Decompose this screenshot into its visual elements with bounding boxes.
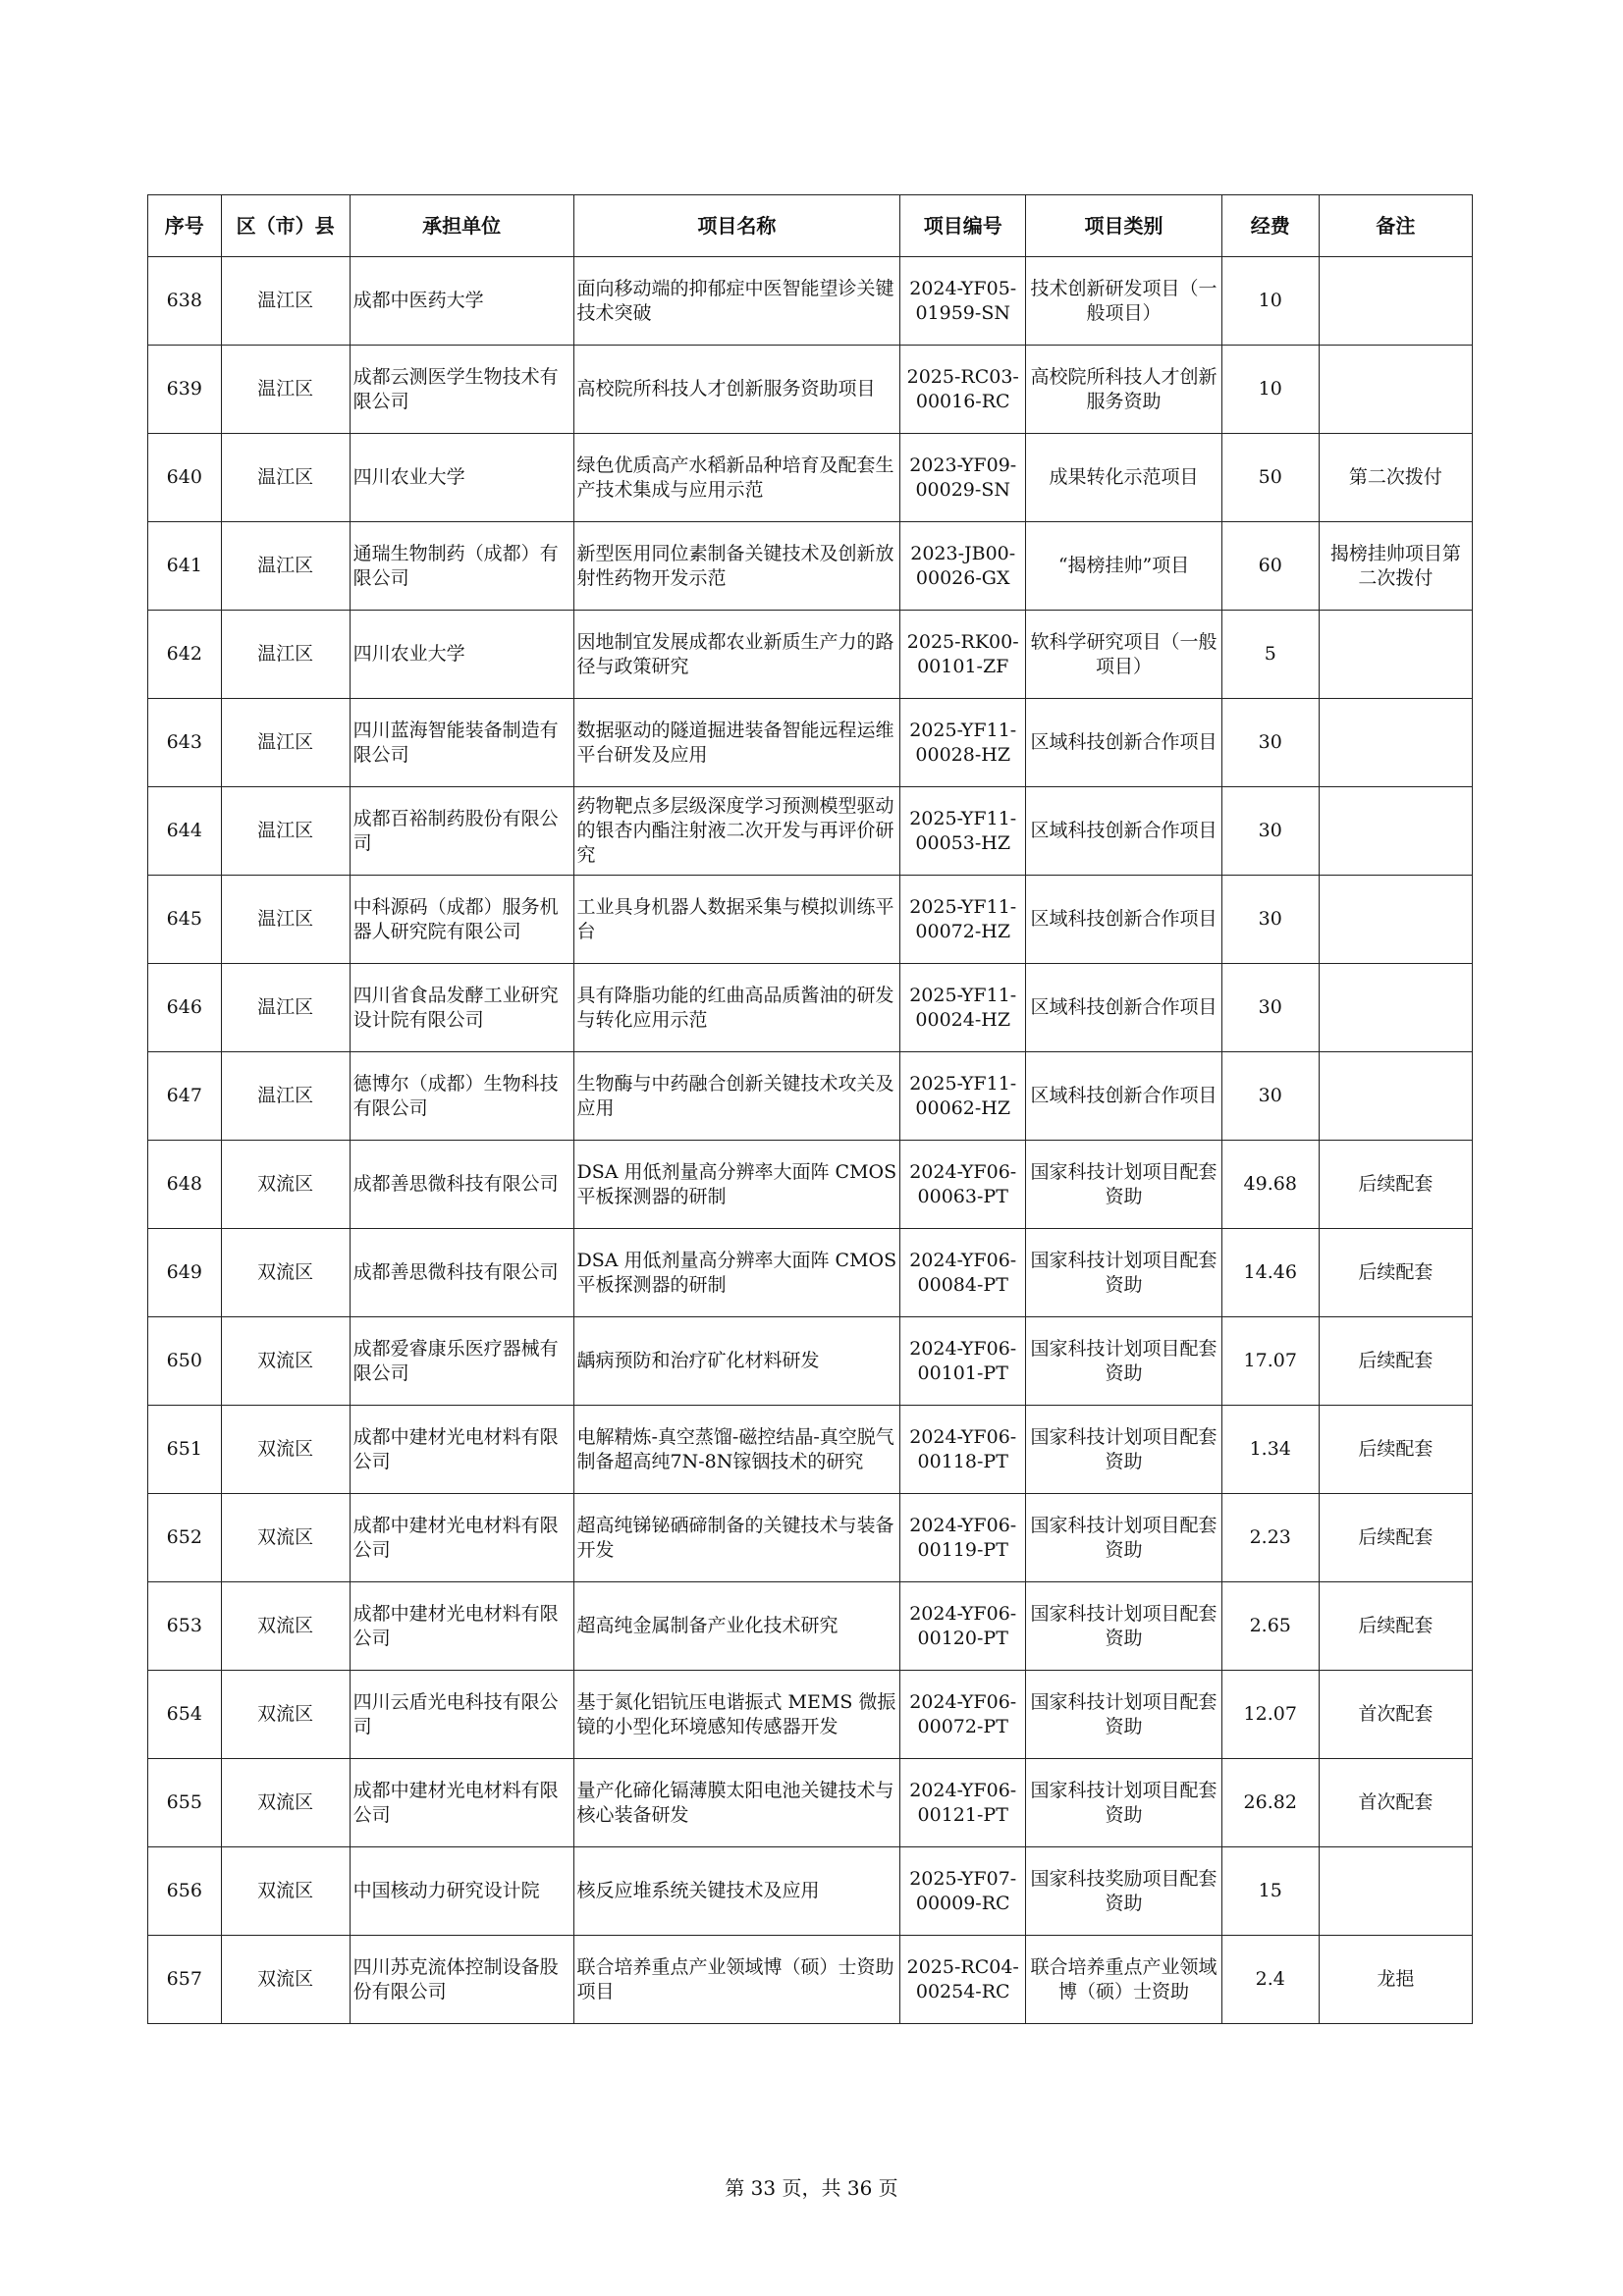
cell-unit: 成都百裕制药股份有限公司 xyxy=(350,787,573,876)
cell-seq: 650 xyxy=(148,1317,222,1406)
cell-seq: 646 xyxy=(148,964,222,1052)
funding-table xyxy=(147,194,1473,2024)
cell-note xyxy=(1319,787,1472,876)
cell-project-name: 药物靶点多层级深度学习预测模型驱动的银杏内酯注射液二次开发与再评价研究 xyxy=(573,787,900,876)
cell-project-code: 2024-YF06-00063-PT xyxy=(900,1141,1026,1229)
cell-project-code: 2025-YF07-00009-RC xyxy=(900,1847,1026,1936)
header-category: 项目类别 xyxy=(1026,195,1222,257)
cell-unit: 成都中建材光电材料有限公司 xyxy=(350,1582,573,1671)
cell-seq: 645 xyxy=(148,876,222,964)
header-row xyxy=(148,195,1473,257)
table-row xyxy=(148,1406,1473,1494)
cell-unit: 四川蓝海智能装备制造有限公司 xyxy=(350,699,573,787)
cell-seq: 640 xyxy=(148,434,222,522)
cell-project-code: 2023-YF09-00029-SN xyxy=(900,434,1026,522)
cell-seq: 647 xyxy=(148,1052,222,1141)
cell-district: 温江区 xyxy=(221,522,350,611)
cell-project-name: 面向移动端的抑郁症中医智能望诊关键技术突破 xyxy=(573,257,900,346)
cell-project-name: DSA 用低剂量高分辨率大面阵 CMOS 平板探测器的研制 xyxy=(573,1141,900,1229)
cell-project-name: 高校院所科技人才创新服务资助项目 xyxy=(573,346,900,434)
cell-funds: 14.46 xyxy=(1221,1229,1319,1317)
cell-seq: 639 xyxy=(148,346,222,434)
cell-category: 国家科技计划项目配套资助 xyxy=(1026,1494,1222,1582)
cell-note: 后续配套 xyxy=(1319,1141,1472,1229)
cell-unit: 成都爱睿康乐医疗器械有限公司 xyxy=(350,1317,573,1406)
cell-project-code: 2024-YF06-00121-PT xyxy=(900,1759,1026,1847)
cell-seq: 642 xyxy=(148,611,222,699)
table-row xyxy=(148,1052,1473,1141)
cell-project-name: 超高纯锑铋硒碲制备的关键技术与装备开发 xyxy=(573,1494,900,1582)
cell-funds: 17.07 xyxy=(1221,1317,1319,1406)
cell-seq: 641 xyxy=(148,522,222,611)
cell-project-name: 因地制宜发展成都农业新质生产力的路径与政策研究 xyxy=(573,611,900,699)
cell-district: 双流区 xyxy=(221,1317,350,1406)
cell-funds: 26.82 xyxy=(1221,1759,1319,1847)
cell-funds: 60 xyxy=(1221,522,1319,611)
cell-project-name: 基于氮化铝钪压电谐振式 MEMS 微振镜的小型化环境感知传感器开发 xyxy=(573,1671,900,1759)
cell-note xyxy=(1319,699,1472,787)
cell-unit: 中科源码（成都）服务机器人研究院有限公司 xyxy=(350,876,573,964)
cell-seq: 651 xyxy=(148,1406,222,1494)
cell-seq: 643 xyxy=(148,699,222,787)
cell-category: 国家科技计划项目配套资助 xyxy=(1026,1229,1222,1317)
cell-unit: 成都中建材光电材料有限公司 xyxy=(350,1759,573,1847)
cell-note: 首次配套 xyxy=(1319,1759,1472,1847)
cell-funds: 5 xyxy=(1221,611,1319,699)
cell-project-name: 生物酶与中药融合创新关键技术攻关及应用 xyxy=(573,1052,900,1141)
table-row xyxy=(148,1847,1473,1936)
cell-note: 后续配套 xyxy=(1319,1229,1472,1317)
cell-project-name: 联合培养重点产业领域博（硕）士资助项目 xyxy=(573,1936,900,2024)
cell-project-name: DSA 用低剂量高分辨率大面阵 CMOS 平板探测器的研制 xyxy=(573,1229,900,1317)
cell-unit: 四川农业大学 xyxy=(350,434,573,522)
cell-note xyxy=(1319,964,1472,1052)
cell-seq: 638 xyxy=(148,257,222,346)
cell-note: 龙挹 xyxy=(1319,1936,1472,2024)
cell-funds: 30 xyxy=(1221,787,1319,876)
cell-note xyxy=(1319,611,1472,699)
table-row xyxy=(148,1671,1473,1759)
cell-unit: 成都中建材光电材料有限公司 xyxy=(350,1494,573,1582)
cell-category: 国家科技计划项目配套资助 xyxy=(1026,1582,1222,1671)
cell-note xyxy=(1319,1847,1472,1936)
cell-project-code: 2025-RK00-00101-ZF xyxy=(900,611,1026,699)
cell-project-code: 2025-RC03-00016-RC xyxy=(900,346,1026,434)
cell-project-code: 2025-YF11-00072-HZ xyxy=(900,876,1026,964)
cell-seq: 644 xyxy=(148,787,222,876)
cell-project-code: 2024-YF06-00084-PT xyxy=(900,1229,1026,1317)
cell-district: 温江区 xyxy=(221,257,350,346)
cell-funds: 30 xyxy=(1221,699,1319,787)
cell-funds: 30 xyxy=(1221,1052,1319,1141)
cell-district: 双流区 xyxy=(221,1759,350,1847)
cell-project-code: 2024-YF05-01959-SN xyxy=(900,257,1026,346)
cell-project-name: 新型医用同位素制备关键技术及创新放射性药物开发示范 xyxy=(573,522,900,611)
cell-category: 区域科技创新合作项目 xyxy=(1026,787,1222,876)
cell-project-code: 2024-YF06-00118-PT xyxy=(900,1406,1026,1494)
table-row xyxy=(148,611,1473,699)
cell-note xyxy=(1319,346,1472,434)
cell-unit: 四川农业大学 xyxy=(350,611,573,699)
cell-district: 温江区 xyxy=(221,611,350,699)
cell-funds: 10 xyxy=(1221,257,1319,346)
cell-note: 揭榜挂帅项目第二次拨付 xyxy=(1319,522,1472,611)
table-row xyxy=(148,1141,1473,1229)
cell-funds: 2.4 xyxy=(1221,1936,1319,2024)
table-row xyxy=(148,1317,1473,1406)
cell-category: 联合培养重点产业领域博（硕）士资助 xyxy=(1026,1936,1222,2024)
cell-funds: 2.65 xyxy=(1221,1582,1319,1671)
cell-seq: 655 xyxy=(148,1759,222,1847)
cell-project-code: 2025-YF11-00028-HZ xyxy=(900,699,1026,787)
cell-note xyxy=(1319,257,1472,346)
cell-note: 首次配套 xyxy=(1319,1671,1472,1759)
cell-category: 国家科技计划项目配套资助 xyxy=(1026,1759,1222,1847)
cell-funds: 2.23 xyxy=(1221,1494,1319,1582)
cell-category: 国家科技计划项目配套资助 xyxy=(1026,1406,1222,1494)
table-row xyxy=(148,876,1473,964)
table-row xyxy=(148,699,1473,787)
cell-funds: 10 xyxy=(1221,346,1319,434)
cell-category: 高校院所科技人才创新服务资助 xyxy=(1026,346,1222,434)
cell-district: 双流区 xyxy=(221,1141,350,1229)
table-row xyxy=(148,522,1473,611)
cell-category: 国家科技计划项目配套资助 xyxy=(1026,1317,1222,1406)
table-body xyxy=(148,257,1473,2024)
table-row xyxy=(148,346,1473,434)
cell-district: 温江区 xyxy=(221,964,350,1052)
header-note: 备注 xyxy=(1319,195,1472,257)
cell-note: 后续配套 xyxy=(1319,1317,1472,1406)
cell-project-code: 2024-YF06-00120-PT xyxy=(900,1582,1026,1671)
table-row xyxy=(148,257,1473,346)
cell-unit: 成都善思微科技有限公司 xyxy=(350,1229,573,1317)
cell-project-code: 2025-RC04-00254-RC xyxy=(900,1936,1026,2024)
cell-district: 双流区 xyxy=(221,1671,350,1759)
cell-project-code: 2024-YF06-00119-PT xyxy=(900,1494,1026,1582)
header-funds: 经费 xyxy=(1221,195,1319,257)
cell-district: 双流区 xyxy=(221,1229,350,1317)
cell-note: 后续配套 xyxy=(1319,1494,1472,1582)
cell-unit: 通瑞生物制药（成都）有限公司 xyxy=(350,522,573,611)
cell-project-name: 龋病预防和治疗矿化材料研发 xyxy=(573,1317,900,1406)
table-row xyxy=(148,1936,1473,2024)
cell-seq: 657 xyxy=(148,1936,222,2024)
cell-seq: 653 xyxy=(148,1582,222,1671)
cell-district: 温江区 xyxy=(221,1052,350,1141)
cell-district: 双流区 xyxy=(221,1406,350,1494)
cell-district: 温江区 xyxy=(221,787,350,876)
header-project-name: 项目名称 xyxy=(573,195,900,257)
cell-funds: 15 xyxy=(1221,1847,1319,1936)
cell-category: 国家科技计划项目配套资助 xyxy=(1026,1141,1222,1229)
cell-district: 双流区 xyxy=(221,1582,350,1671)
cell-funds: 12.07 xyxy=(1221,1671,1319,1759)
cell-unit: 成都中建材光电材料有限公司 xyxy=(350,1406,573,1494)
page-number: 第 33 页，共 36 页 xyxy=(725,2176,898,2200)
cell-project-name: 具有降脂功能的红曲高品质酱油的研发与转化应用示范 xyxy=(573,964,900,1052)
table-row xyxy=(148,1582,1473,1671)
cell-project-name: 核反应堆系统关键技术及应用 xyxy=(573,1847,900,1936)
cell-project-code: 2023-JB00-00026-GX xyxy=(900,522,1026,611)
cell-category: 区域科技创新合作项目 xyxy=(1026,1052,1222,1141)
cell-note xyxy=(1319,876,1472,964)
table-row xyxy=(148,1229,1473,1317)
cell-funds: 50 xyxy=(1221,434,1319,522)
cell-project-code: 2025-YF11-00062-HZ xyxy=(900,1052,1026,1141)
table-row xyxy=(148,434,1473,522)
cell-seq: 648 xyxy=(148,1141,222,1229)
table-row xyxy=(148,1494,1473,1582)
cell-seq: 649 xyxy=(148,1229,222,1317)
header-seq: 序号 xyxy=(148,195,222,257)
cell-unit: 成都中医药大学 xyxy=(350,257,573,346)
cell-unit: 四川苏克流体控制设备股份有限公司 xyxy=(350,1936,573,2024)
cell-category: 国家科技计划项目配套资助 xyxy=(1026,1671,1222,1759)
cell-category: 软科学研究项目（一般项目） xyxy=(1026,611,1222,699)
cell-project-code: 2024-YF06-00101-PT xyxy=(900,1317,1026,1406)
cell-note: 第二次拨付 xyxy=(1319,434,1472,522)
cell-district: 温江区 xyxy=(221,346,350,434)
cell-project-name: 电解精炼-真空蒸馏-磁控结晶-真空脱气制备超高纯7N-8N镓铟技术的研究 xyxy=(573,1406,900,1494)
header-project-code: 项目编号 xyxy=(900,195,1026,257)
cell-note: 后续配套 xyxy=(1319,1582,1472,1671)
cell-funds: 1.34 xyxy=(1221,1406,1319,1494)
header-unit: 承担单位 xyxy=(350,195,573,257)
cell-district: 双流区 xyxy=(221,1847,350,1936)
table-row xyxy=(148,964,1473,1052)
cell-unit: 德博尔（成都）生物科技有限公司 xyxy=(350,1052,573,1141)
cell-project-code: 2025-YF11-00053-HZ xyxy=(900,787,1026,876)
header-district: 区（市）县 xyxy=(221,195,350,257)
cell-unit: 四川省食品发酵工业研究设计院有限公司 xyxy=(350,964,573,1052)
cell-funds: 49.68 xyxy=(1221,1141,1319,1229)
cell-note: 后续配套 xyxy=(1319,1406,1472,1494)
cell-district: 双流区 xyxy=(221,1494,350,1582)
cell-category: 区域科技创新合作项目 xyxy=(1026,699,1222,787)
cell-project-name: 量产化碲化镉薄膜太阳电池关键技术与核心装备研发 xyxy=(573,1759,900,1847)
cell-category: 区域科技创新合作项目 xyxy=(1026,876,1222,964)
cell-category: “揭榜挂帅”项目 xyxy=(1026,522,1222,611)
cell-seq: 656 xyxy=(148,1847,222,1936)
cell-unit: 成都云测医学生物技术有限公司 xyxy=(350,346,573,434)
cell-project-name: 超高纯金属制备产业化技术研究 xyxy=(573,1582,900,1671)
cell-seq: 652 xyxy=(148,1494,222,1582)
cell-district: 温江区 xyxy=(221,434,350,522)
cell-note xyxy=(1319,1052,1472,1141)
cell-category: 成果转化示范项目 xyxy=(1026,434,1222,522)
cell-unit: 成都善思微科技有限公司 xyxy=(350,1141,573,1229)
cell-seq: 654 xyxy=(148,1671,222,1759)
cell-project-name: 绿色优质高产水稻新品种培育及配套生产技术集成与应用示范 xyxy=(573,434,900,522)
cell-funds: 30 xyxy=(1221,876,1319,964)
table-row xyxy=(148,1759,1473,1847)
cell-unit: 四川云盾光电科技有限公司 xyxy=(350,1671,573,1759)
cell-district: 温江区 xyxy=(221,699,350,787)
cell-unit: 中国核动力研究设计院 xyxy=(350,1847,573,1936)
cell-project-name: 数据驱动的隧道掘进装备智能远程运维平台研发及应用 xyxy=(573,699,900,787)
cell-district: 双流区 xyxy=(221,1936,350,2024)
cell-category: 国家科技奖励项目配套资助 xyxy=(1026,1847,1222,1936)
cell-district: 温江区 xyxy=(221,876,350,964)
table-row xyxy=(148,787,1473,876)
cell-project-code: 2024-YF06-00072-PT xyxy=(900,1671,1026,1759)
table-header xyxy=(148,195,1473,257)
cell-funds: 30 xyxy=(1221,964,1319,1052)
cell-project-code: 2025-YF11-00024-HZ xyxy=(900,964,1026,1052)
cell-category: 技术创新研发项目（一般项目） xyxy=(1026,257,1222,346)
cell-category: 区域科技创新合作项目 xyxy=(1026,964,1222,1052)
cell-project-name: 工业具身机器人数据采集与模拟训练平台 xyxy=(573,876,900,964)
